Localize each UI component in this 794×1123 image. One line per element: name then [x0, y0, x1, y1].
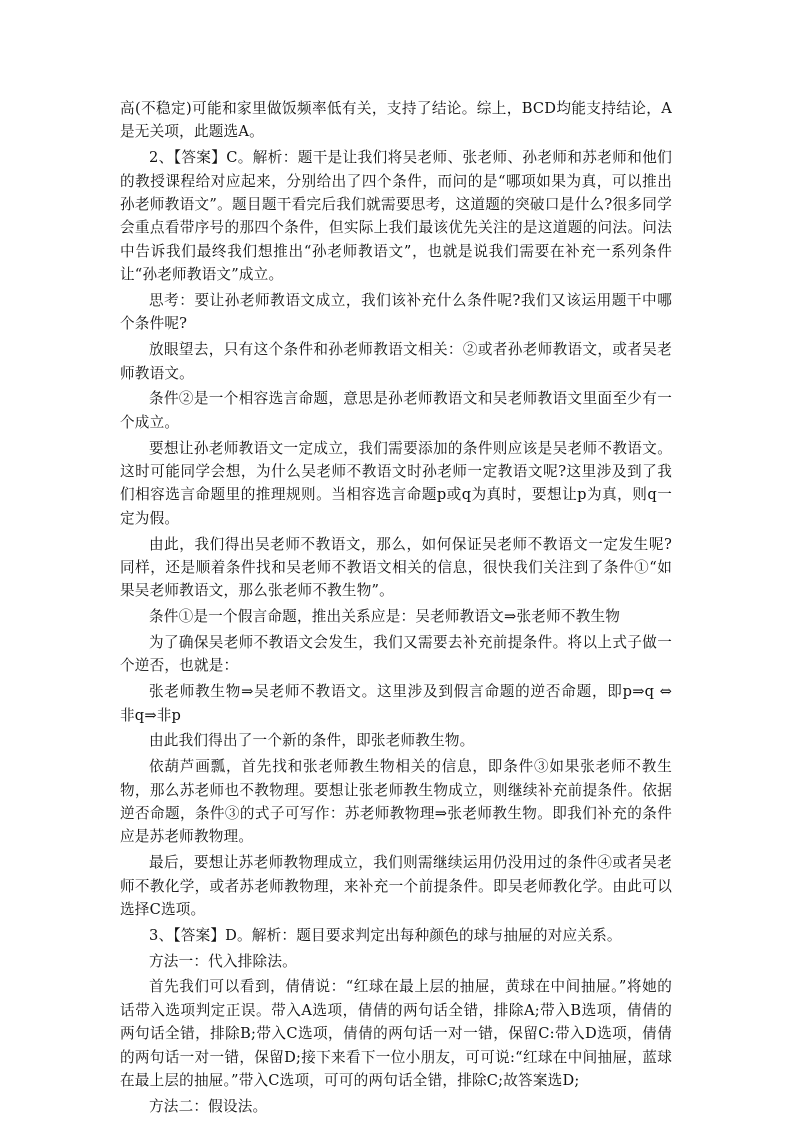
paragraph: 高(不稳定)可能和家里做饭频率低有关，支持了结论。综上，BCD均能支持结论，A是无关项，此题选A。 [120, 100, 672, 141]
paragraph: 首先我们可以看到，倩倩说：“红球在最上层的抽屉，黄球在中间抽屉。”将她的话带入选项判定正误。带入A选项，倩倩的两句话全错，排除A;带入B选项，倩倩的两句话全错，排除B;带入C选项，倩倩的两句话一对一错，保留C:带入D选项，倩倩的两句话一对一错，保留D;接下来看下一位小朋友，可可说:“红球在中间抽屉，蓝球在最上层的抽屉。”带入C选项，可可的两句话全错，排除C;故答案选D; [120, 978, 672, 1090]
paragraph: 张老师教生物⇒吴老师不教语文。这里涉及到假言命题的逆否命题，即p⇒q ⇔ 非q⇒非p [120, 683, 672, 724]
paragraph: 由此我们得出了一个新的条件，即张老师教生物。 [149, 732, 475, 750]
paragraph: 3、【答案】D。解析：题目要求判定出每种颜色的球与抽屉的对应关系。 [149, 926, 622, 944]
paragraph: 放眼望去，只有这个条件和孙老师教语文相关：②或者孙老师教语文，或者吴老师教语文。 [120, 341, 672, 382]
paragraph: 2、【答案】C。解析：题干是让我们将吴老师、张老师、孙老师和苏老师和他们的教授课程给对应起来，分别给出了四个条件，而问的是“哪项如果为真，可以推出孙老师教语文”。题目题干看完后我们就需要思考，这道题的突破口是什么?很多同学会重点看带序号的那四个条件，但实际上我们最该优先关注的是这道题的问法。问法中告诉我们最终我们想推出“孙老师教语文”，也就是说我们需要在补充一系列条件让“孙老师教语文”成立。 [120, 149, 672, 284]
paragraph: 思考：要让孙老师教语文成立，我们该补充什么条件呢?我们又该运用题干中哪个条件呢? [120, 292, 672, 333]
paragraph: 要想让孙老师教语文一定成立，我们需要添加的条件则应该是吴老师不教语文。这时可能同学会想，为什么吴老师不教语文时孙老师一定教语文呢?这里涉及到了我们相容选言命题里的推理规则。当相容选言命题p或q为真时，要想让p为真，则q一定为假。 [120, 439, 672, 527]
paragraph: 为了确保吴老师不教语文会发生，我们又需要去补充前提条件。将以上式子做一个逆否，也就是： [120, 634, 672, 675]
paragraph: 由此，我们得出吴老师不教语文，那么，如何保证吴老师不教语文一定发生呢?同样，还是顺着条件找和吴老师不教语文相关的信息，很快我们关注到了条件①“如果吴老师教语文，那么张老师不教生物”。 [120, 535, 672, 600]
paragraph: 条件①是一个假言命题，推出关系应是：吴老师教语文⇒张老师不教生物 [149, 608, 621, 626]
document-body [120, 97, 672, 1121]
paragraph: 方法一：代入排除法。 [149, 952, 297, 970]
paragraph: 依葫芦画瓢，首先找和张老师教生物相关的信息，即条件③如果张老师不教生物，那么苏老师也不教物理。要想让张老师教生物成立，则继续补充前提条件。依据逆否命题，条件③的式子可写作：苏老师教物理⇒张老师教生物。即我们补充的条件应是苏老师教物理。 [120, 758, 672, 846]
paragraph: 条件②是一个相容选言命题，意思是孙老师教语文和吴老师教语文里面至少有一个成立。 [120, 390, 672, 431]
paragraph: 方法二：假设法。 [149, 1097, 268, 1115]
paragraph: 最后，要想让苏老师教物理成立，我们则需继续运用仍没用过的条件④或者吴老师不教化学，或者苏老师教物理，来补充一个前提条件。即吴老师教化学。由此可以选择C选项。 [120, 854, 672, 919]
